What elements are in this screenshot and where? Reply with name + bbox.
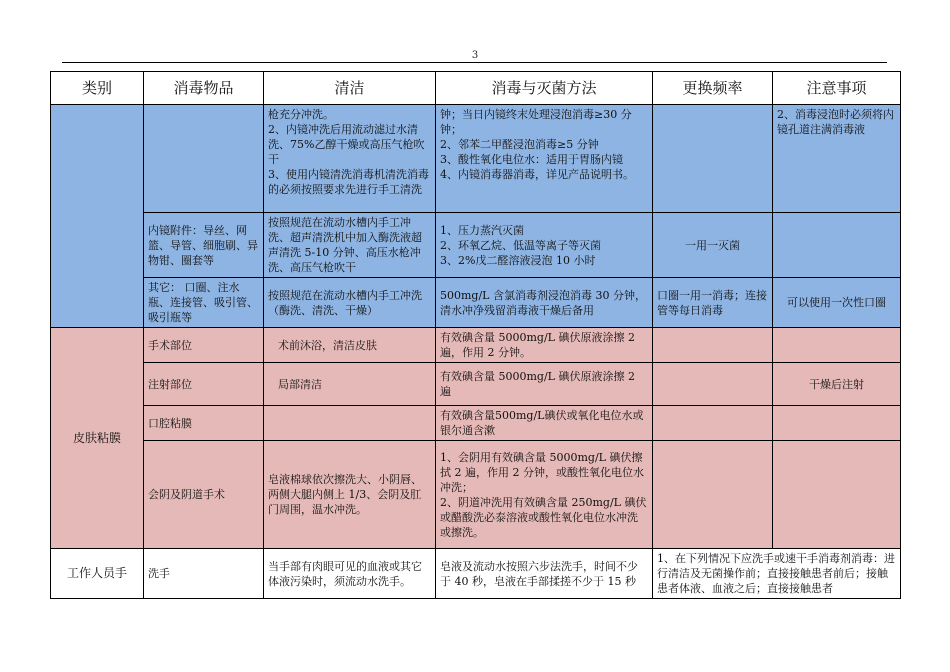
cell-notes	[773, 213, 901, 278]
cell-notes	[773, 406, 901, 441]
cell-disinfect: 有效碘含量 5000mg/L 碘伏原液涂擦 2 遍	[436, 363, 653, 406]
cell-clean: 按照规范在流动水槽内手工冲洗、超声清洗机中加入酶洗液超声清洗 5-10 分钟、高压水枪冲洗、高压气枪吹干	[264, 213, 436, 278]
table-row	[51, 441, 901, 549]
cell-frequency	[653, 406, 773, 441]
cell-frequency-notes: 1、在下列情况下应洗手或速干手消毒剂消毒：进行清洁及无菌操作前；直接接触患者前后；接触患者体液、血液之后；直接接触患者	[653, 549, 901, 599]
table-row	[51, 363, 901, 406]
cell-item: 注射部位	[144, 363, 264, 406]
cell-notes: 干燥后注射	[773, 363, 901, 406]
cell-frequency	[653, 441, 773, 549]
cell-item: 洗手	[144, 549, 264, 599]
cell-disinfect: 1、压力蒸汽灭菌 2、环氧乙烷、低温等离子等灭菌 3、2%戊二醛溶液浸泡 10 小时	[436, 213, 653, 278]
header-category: 类别	[51, 72, 144, 105]
header-disinfect: 消毒与灭菌方法	[436, 72, 653, 105]
cell-disinfect: 钟；当日内镜终末处理浸泡消毒≥30 分钟； 2、邻苯二甲醛浸泡消毒≥5 分钟 3、酸性氧化电位水：适用于胃肠内镜 4、内镜消毒器消毒，详见产品说明书。	[436, 105, 653, 213]
table-row	[51, 406, 901, 441]
cell-notes: 可以使用一次性口圈	[773, 278, 901, 328]
cell-category-skin: 皮肤粘膜	[51, 328, 144, 549]
cell-clean: 当手部有肉眼可见的血液或其它体液污染时，须流动水洗手。	[264, 549, 436, 599]
cell-frequency	[653, 363, 773, 406]
cell-item: 其它： 口圈、注水瓶、连接管、吸引管、吸引瓶等	[144, 278, 264, 328]
header-row	[51, 72, 901, 105]
table-row	[51, 105, 901, 213]
cell-disinfect: 1、会阴用有效碘含量 5000mg/L 碘伏擦拭 2 遍，作用 2 分钟，或酸性氧化电位水冲洗； 2、阴道冲洗用有效碘含量 250mg/L 碘伏或醋酸洗必泰溶液或酸性氧化电位水冲洗或擦洗。	[436, 441, 653, 549]
cell-disinfect: 有效碘含量500mg/L碘伏或氧化电位水或银尔通含漱	[436, 406, 653, 441]
cell-clean: 术前沐浴，清洁皮肤	[264, 328, 436, 363]
cell-item	[144, 105, 264, 213]
cell-category-endoscope	[51, 105, 144, 328]
cell-frequency: 一用一灭菌	[653, 213, 773, 278]
page-number: 3	[471, 50, 479, 61]
header-item: 消毒物品	[144, 72, 264, 105]
cell-notes: 2、消毒浸泡时必须将内镜孔道注满消毒液	[773, 105, 901, 213]
cell-clean: 枪充分冲洗。 2、内镜冲洗后用流动滤过水清洗、75%乙醇干燥或高压气枪吹干 3、使用内镜清洗消毒机清洗消毒的必须按照要求先进行手工清洗	[264, 105, 436, 213]
table-row	[51, 549, 901, 599]
header-frequency: 更换频率	[653, 72, 773, 105]
header-clean: 清洁	[264, 72, 436, 105]
cell-frequency	[653, 105, 773, 213]
table-row	[51, 278, 901, 328]
cell-clean: 皂液棉球依次擦洗大、小阴唇、两侧大腿内侧上 1/3、会阴及肛门周围，温水冲洗。	[264, 441, 436, 549]
cell-disinfect: 皂液及流动水按照六步法洗手，时间不少于 40 秒，皂液在手部揉搓不少于 15 秒	[436, 549, 653, 599]
cell-frequency: 口圈一用一消毒；连接管等每日消毒	[653, 278, 773, 328]
cell-disinfect: 有效碘含量 5000mg/L 碘伏原液涂擦 2 遍，作用 2 分钟。	[436, 328, 653, 363]
cell-notes	[773, 441, 901, 549]
cell-item: 口腔粘膜	[144, 406, 264, 441]
table-row	[51, 213, 901, 278]
header-notes: 注意事项	[773, 72, 901, 105]
cell-disinfect: 500mg/L 含氯消毒剂浸泡消毒 30 分钟，清水冲净残留消毒液干燥后备用	[436, 278, 653, 328]
cell-clean: 按照规范在流动水槽内手工冲洗（酶洗、清洗、干燥）	[264, 278, 436, 328]
disinfection-table	[50, 71, 901, 599]
cell-frequency	[653, 328, 773, 363]
cell-item: 手术部位	[144, 328, 264, 363]
cell-category-staff: 工作人员手	[51, 549, 144, 599]
table-row	[51, 328, 901, 363]
cell-clean	[264, 406, 436, 441]
cell-clean: 局部清洁	[264, 363, 436, 406]
cell-notes	[773, 328, 901, 363]
cell-item: 会阴及阴道手术	[144, 441, 264, 549]
cell-item: 内镜附件：导丝、网篮、导管、细胞刷、异物钳、圈套等	[144, 213, 264, 278]
header-rule	[62, 62, 887, 63]
